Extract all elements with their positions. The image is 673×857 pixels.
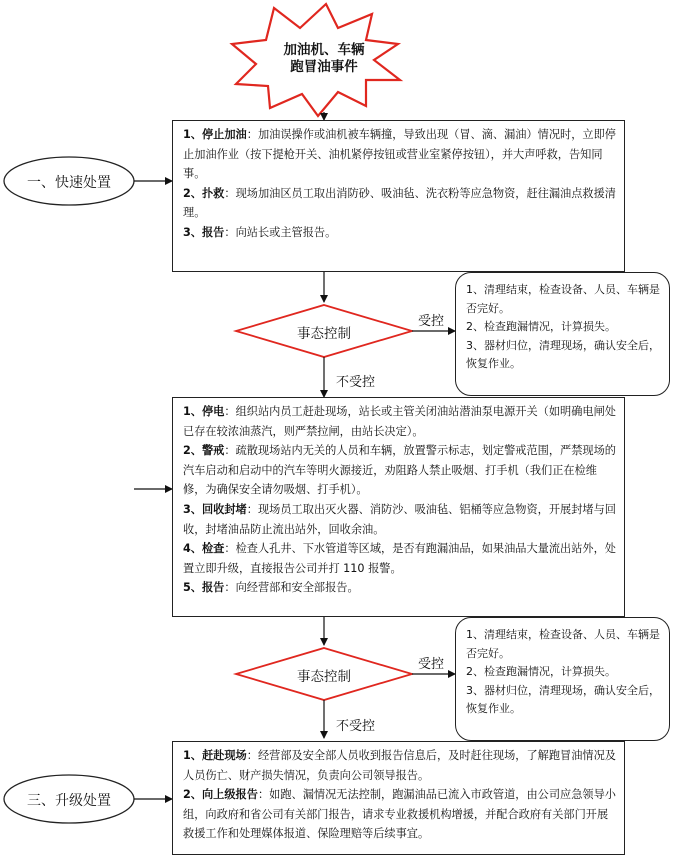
controlled1-item-1: 1、清理结束，检查设备、人员、车辆是否完好。	[466, 283, 660, 315]
controlled1-item-2: 2、检查跑漏情况，计算损失。	[466, 320, 616, 334]
box2-item-4: 4、检查：检查人孔井、下水管道等区域，是否有跑漏油品，如果油品大量流出站外，处置立即升级，直接报告公司并打 110 报警。	[183, 542, 616, 575]
box3-item-2: 2、向上级报告：如跑、漏情况无法控制，跑漏油品已流入市政管道，由公司应急领导小组，向政府和省公司有关部门报告，请求专业救援机构增援，并配合政府有关部门开展救援工作和处理媒体报道、保险理赔等后续事宜。	[183, 788, 616, 841]
title-line-1: 加油机、车辆	[283, 42, 365, 58]
step-box-emergency-response	[172, 397, 625, 617]
controlled2-item-2: 2、检查跑漏情况，计算损失。	[466, 665, 616, 679]
box1-item-1: 1、停止加油：加油误操作或油机被车辆撞，导致出现（冒、滴、漏油）情况时，立即停止加油作业（按下提枪开关、油机紧停按钮或营业室紧停按钮），并大声呼救，告知同事。	[183, 128, 616, 181]
decision-label-2: 事态控制	[297, 669, 351, 685]
box2-item-2: 2、警戒：疏散现场站内无关的人员和车辆，放置警示标志，划定警戒范围，严禁现场的汽车启动和启动中的汽车等明火源接近，劝阻路人禁止吸烟、打手机（我们正在检维修，为确保安全请勿吸烟、打手机）。	[183, 444, 616, 497]
decision-label-1: 事态控制	[297, 326, 351, 342]
title	[262, 42, 386, 76]
phase-label-3: 三、升级处置	[27, 793, 111, 809]
controlled-label-1: 受控	[418, 314, 445, 329]
uncontrolled-label-2: 不受控	[336, 719, 376, 734]
box2-item-5: 5、报告：向经营部和安全部报告。	[183, 581, 359, 595]
box2-item-1: 1、停电：组织站内员工赶赴现场，站长或主管关闭油站潜油泵电源开关（如明确电闸处已存在较浓油蒸汽，则严禁拉闸，由站长决定）。	[183, 405, 616, 438]
title-line-2: 跑冒油事件	[290, 59, 358, 75]
controlled-result-box-1	[455, 272, 670, 396]
controlled-result-box-2	[455, 617, 670, 741]
step-box-quick-response	[172, 120, 625, 272]
controlled-label-2: 受控	[418, 657, 445, 672]
box3-item-1: 1、赶赴现场：经营部及安全部人员收到报告信息后，及时赶往现场，了解跑冒油情况及人员伤亡、财产损失情况，负责向公司领导报告。	[183, 749, 616, 782]
box1-item-3: 3、报告：向站长或主管报告。	[183, 225, 337, 239]
controlled2-item-1: 1、清理结束，检查设备、人员、车辆是否完好。	[466, 628, 660, 660]
phase-label-1: 一、快速处置	[27, 175, 111, 191]
box1-item-2: 2、扑救：现场加油区员工取出消防砂、吸油毡、洗衣粉等应急物资，赶往漏油点救援清理。	[183, 186, 616, 220]
box2-item-3: 3、回收封堵：现场员工取出灭火器、消防沙、吸油毡、铝桶等应急物资，开展封堵与回收，封堵油品防止流出站外，回收余油。	[183, 502, 616, 536]
step-box-escalation	[172, 741, 625, 855]
controlled2-item-3: 3、器材归位，清理现场，确认安全后，恢复作业。	[466, 683, 660, 716]
uncontrolled-label-1: 不受控	[336, 375, 376, 390]
controlled1-item-3: 3、器材归位，清理现场，确认安全后，恢复作业。	[466, 338, 660, 371]
